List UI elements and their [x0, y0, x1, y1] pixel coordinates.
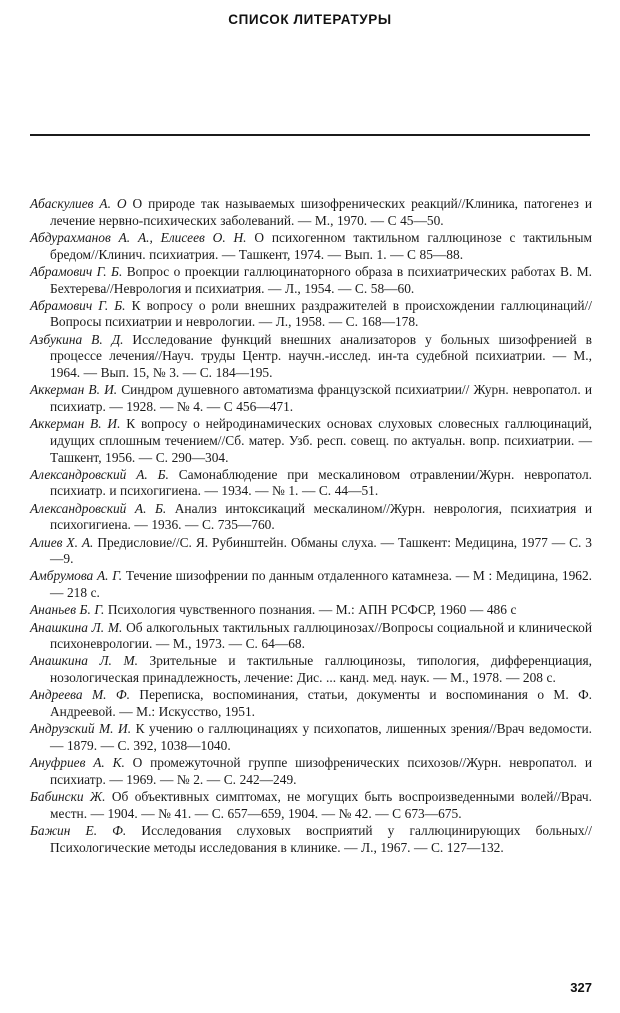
page-title: СПИСОК ЛИТЕРАТУРЫ — [228, 12, 392, 27]
list-item — [30, 382, 592, 415]
reference-author: Андрузский М. И. — [30, 721, 132, 737]
reference-text: Самонаблюдение при мескалиновом отравлении/Журн. невропатол. психиатр. и психогигиена. — 1934. — № 1. — С. 44—51. — [50, 466, 592, 499]
reference-text: О промежуточной группе шизофренических психозов//Журн. невропатол. и психиатр. — 1969. — № 2. — С. 242—249. — [50, 755, 592, 787]
list-item — [30, 196, 592, 229]
reference-author: Аккерман В. И. — [30, 382, 118, 398]
list-item — [30, 823, 592, 856]
reference-author: Ануфриев А. К. — [30, 755, 125, 771]
reference-text: Течение шизофрении по данным отдаленного катамнеза. — М : Медицина, 1962. — 218 с. — [50, 568, 593, 601]
list-item — [30, 602, 592, 619]
list-item — [30, 568, 592, 601]
reference-author: Ананьев Б. Г. — [30, 602, 105, 618]
list-item — [30, 755, 592, 788]
list-item — [30, 501, 592, 534]
reference-text: О природе так называемых шизофренических реакций//Клиника, патогенез и лечение нервно-психических заболеваний. — М., 1970. — С 45—50. — [50, 196, 592, 228]
list-item — [30, 332, 592, 382]
reference-author: Абаскулиев А. О — [30, 196, 127, 211]
list-item — [30, 721, 592, 754]
reference-author: Аккерман В. И. — [30, 416, 121, 432]
reference-text: Синдром душевного автоматизма французской психиатрии// Журн. невропатол. и психиатр. — 1928. — № 4. — С 456—471. — [50, 382, 592, 414]
reference-list — [30, 196, 592, 857]
reference-text: Анализ интоксикаций мескалином//Журн. неврология, психиатрия и психогигиена. — 1936. — С. 735—760. — [50, 500, 592, 533]
reference-author: Бажин Е. Ф. — [30, 823, 127, 839]
reference-author: Андреева М. Ф. — [30, 687, 131, 703]
list-item — [30, 298, 592, 331]
horizontal-divider — [30, 134, 590, 136]
list-item — [30, 653, 592, 686]
reference-text: Исследования слуховых восприятий у галлюцинирующих больных//Психологические методы исследования в клинике. — Л., 1967. — С. 127—132. — [50, 823, 592, 855]
list-item — [30, 789, 592, 822]
list-item — [30, 687, 592, 720]
reference-author: Александровский А. Б. — [30, 500, 167, 516]
list-item — [30, 535, 592, 568]
reference-text: Об объективных симптомах, не могущих быть воспроизведенными волей//Врач. местн. — 1904. — № 41. — С. 657—659, 1904. — № 42. — С 673—675. — [50, 789, 593, 821]
reference-text: К учению о галлюцинациях у психопатов, лишенных зрения//Врач ведомости. — 1879. — С. 392, 1038—1040. — [50, 721, 592, 753]
reference-author: Бабински Ж. — [30, 789, 106, 805]
reference-text: Зрительные и тактильные галлюцинозы, типология, дифференциация, нозологическая принадлежность, лечение: Дис. ... канд. мед. наук. — М., 1978. — 208 с. — [50, 653, 593, 686]
reference-text: Исследование функций внешних анализаторов у больных шизофренией в процессе лечения//Науч. труды Центр. научн.-исслед. ин-та судебной психиатрии. — М., 1964. — Вып. 15, № 3. — С. 184—195. — [50, 331, 592, 381]
reference-text: Психология чувственного познания. — М.: АПН РСФСР, 1960 — 486 с — [104, 602, 517, 618]
reference-author: Абрамович Г. Б. — [30, 263, 123, 279]
list-item — [30, 264, 592, 297]
reference-author: Амбрумова А. Г. — [30, 568, 123, 584]
reference-author: Анашкина Л. М. — [30, 653, 138, 669]
list-item — [30, 416, 592, 466]
reference-author: Алиев X. А. — [30, 534, 94, 550]
list-item — [30, 620, 592, 653]
reference-author: Абдурахманов А. А., Елисеев О. Н. — [30, 229, 247, 245]
reference-text: О психогенном тактильном галлюцинозе с тактильным бредом//Клинич. психиатрия. — Ташкент, 1974. — Вып. 1. — С 85—88. — [50, 229, 592, 262]
reference-author: Александровский А. Б. — [30, 466, 169, 482]
reference-text: Вопрос о проекции галлюцинаторного образа в психиатрических работах В. М. Бехтерева//Неврология и психиатрия. — Л., 1954. — С. 58—60. — [50, 263, 593, 296]
page-number: 327 — [570, 980, 592, 995]
reference-author: Азбукина В. Д. — [30, 331, 124, 347]
reference-text: Переписка, воспоминания, статьи, документы и воспоминания о М. Ф. Андреевой. — М.: Искусство, 1951. — [50, 687, 592, 720]
reference-text: Предисловие//С. Я. Рубинштейн. Обманы слуха. — Ташкент: Медицина, 1977 — С. 3—9. — [50, 534, 593, 567]
reference-text: К вопросу о нейродинамических основах слуховых словесных галлюцинаций, идущих сплошным течением//Сб. матер. Узб. респ. совещ. по актуальн. вопр. психиатрии. — Ташкент, 1956. — С. 290—304. — [50, 416, 592, 465]
reference-text: К вопросу о роли внешних раздражителей в происхождении галлюцинаций//Вопросы психиатрии и неврологии. — Л., 1958. — С. 168—178. — [50, 297, 592, 330]
reference-author: Абрамович Г. Б. — [30, 297, 126, 313]
reference-text: Об алкогольных тактильных галлюцинозах//Вопросы социальной и клинической психоневрологии. — М., 1973. — С. 64—68. — [50, 619, 593, 652]
reference-author: Анашкина Л. М. — [30, 619, 123, 635]
list-item — [30, 230, 592, 263]
list-item — [30, 467, 592, 500]
